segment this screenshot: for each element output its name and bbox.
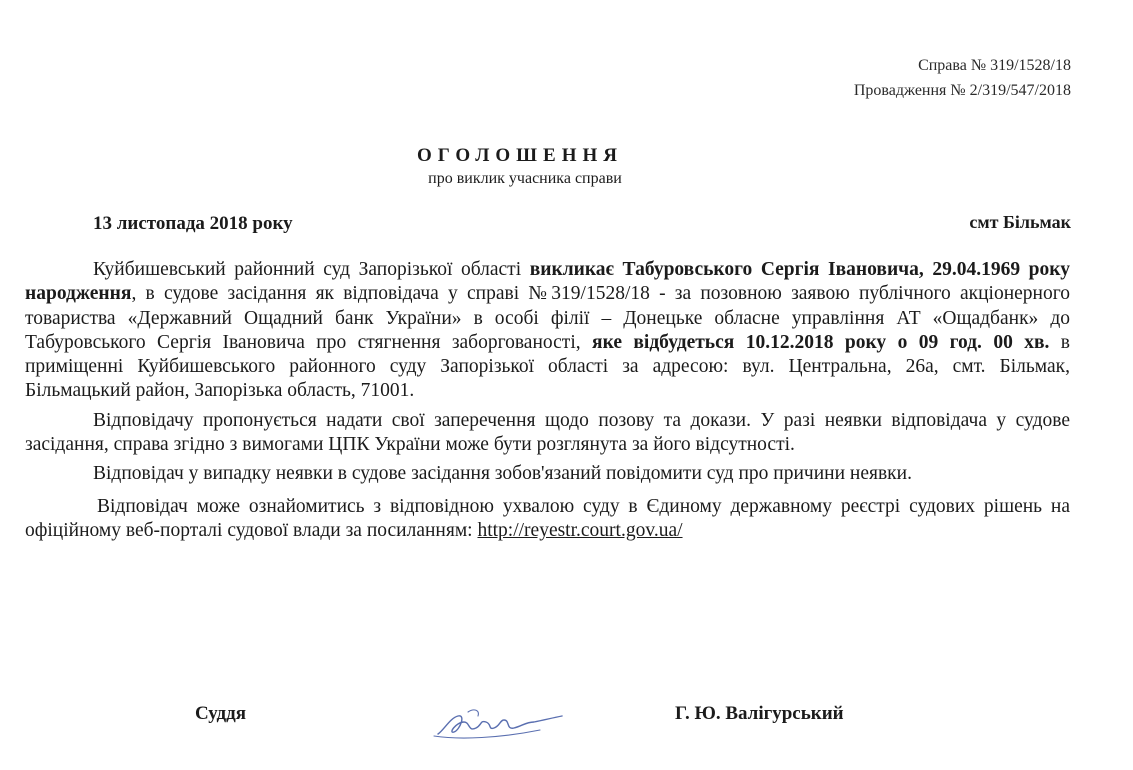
registry-text: Відповідач може ознайомитись з відповідною ухвалою суду в Єдиному державному реєстрі судових рішень на офіційному веб-порталі судової влади за посиланням: (25, 495, 1070, 541)
document-date: 13 листопада 2018 року (93, 213, 293, 234)
registry-link[interactable]: http://reyestr.court.gov.ua/ (477, 519, 683, 541)
case-number: Справа № 319/1528/18 (918, 57, 1071, 74)
summons-defendant: викликає Табуровського Сергія Івановича, 29.04.1969 року народження (25, 259, 1070, 305)
document-title: ОГОЛОШЕННЯ (417, 145, 623, 166)
paragraph-absence: Відповідач у випадку неявки в судове засідання зобов'язаний повідомити суд про причини неявки. (93, 463, 912, 485)
signature-mark (430, 700, 570, 745)
proceeding-number: Провадження № 2/319/547/2018 (853, 82, 1071, 99)
paragraph-registry (25, 495, 1070, 544)
document-place: смт Більмак (969, 212, 1071, 232)
summons-hearing-time: яке відбудеться 10.12.2018 року о 09 год. 00 хв. (592, 331, 1050, 353)
judge-label: Суддя (195, 703, 247, 724)
summons-address: в приміщенні Куйбишевського районного суду Запорізької області за адресою: вул. Центральна, 26а, смт. Більмак, Більмацький район, Запорізька область, 71001. (25, 331, 1070, 402)
document-subtitle: про виклик учасника справи (428, 170, 622, 187)
paragraph-objections: Відповідачу пропонується надати свої заперечення щодо позову та докази. У разі неявки відповідача у судове засідання, справа згідно з вимогами ЦПК України може бути розглянута за його відсутності. (25, 409, 1070, 456)
judge-name: Г. Ю. Валігурський (675, 703, 844, 724)
notice-body (25, 258, 1070, 548)
summons-case-details: , в судове засідання як відповідача у справі №319/1528/18 - за позовною заявою публічного акціонерного товариства «Державний Ощадний банк України» в особі філії – Донецьке обласне управління АТ «Ощадбанк» до Табуровського Сергія Івановича про стягнення заборгованості, (25, 283, 1070, 353)
paragraph-summons (25, 258, 1070, 404)
summons-court: Куйбишевський районний суд Запорізької області (93, 259, 530, 280)
case-reference (854, 53, 1071, 103)
